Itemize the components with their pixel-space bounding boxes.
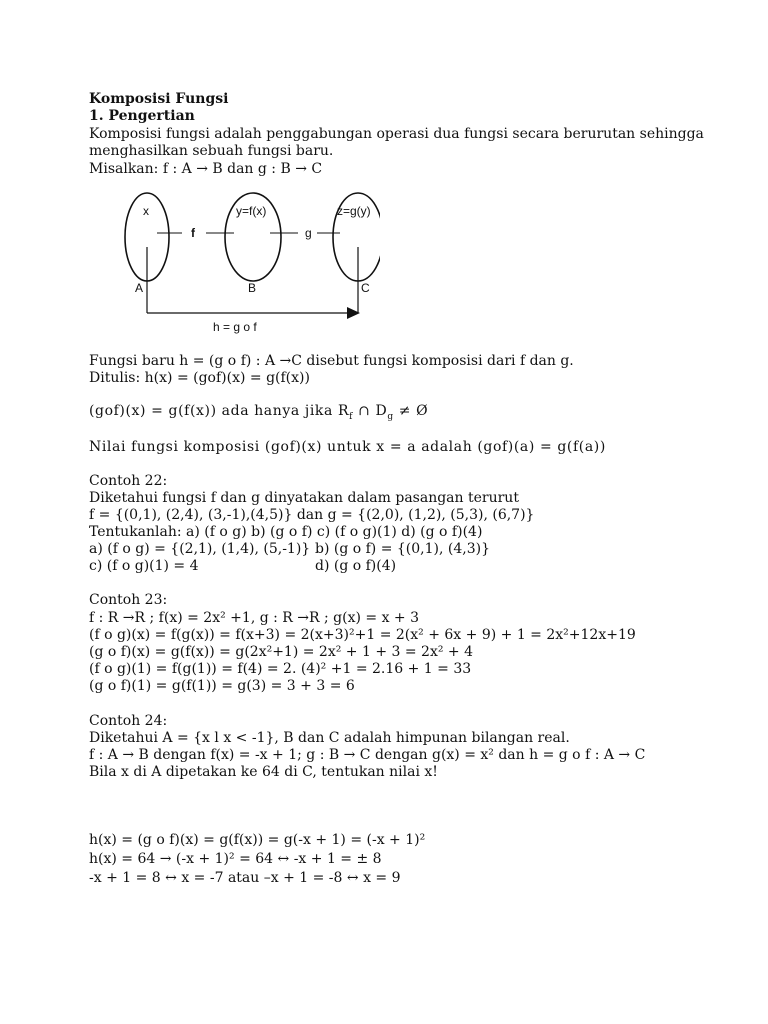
example-22-line: Tentukanlah: a) (f o g) b) (g o f) c) (f o g)(1) d) (g o f)(4) bbox=[89, 524, 483, 540]
example-22-heading: Contoh 22: bbox=[89, 473, 168, 489]
example-22-line: f = {(0,1), (2,4), (3,-1),(4,5)} dan g = {(2,0), (1,2), (5,3), (6,7)} bbox=[89, 507, 535, 523]
example-23-line: (f o g)(x) = f(g(x)) = f(x+3) = 2(x+3)²+1 = 2(x² + 6x + 9) + 1 = 2x²+12x+19 bbox=[89, 627, 636, 643]
set-c-inner-label: z=g(y) bbox=[337, 204, 371, 218]
solution-line: -x + 1 = 8 ↔ x = -7 atau –x + 1 = -8 ↔ x = 9 bbox=[89, 870, 401, 886]
set-a-inner-label: x bbox=[143, 204, 149, 218]
arrow-f-label: f bbox=[191, 226, 195, 240]
solution-line: h(x) = (g o f)(x) = g(f(x)) = g(-x + 1) = (-x + 1)² bbox=[89, 832, 426, 848]
set-a-label: A bbox=[135, 281, 144, 295]
set-b-inner-label: y=f(x) bbox=[236, 204, 267, 218]
section-heading: 1. Pengertian bbox=[89, 108, 195, 124]
set-b-label: B bbox=[248, 281, 257, 295]
example-22-answer: a) (f o g) = {(2,1), (1,4), (5,-1)} bbox=[89, 541, 311, 557]
notation-line: Ditulis: h(x) = (gof)(x) = g(f(x)) bbox=[89, 370, 310, 386]
composition-diagram bbox=[110, 185, 380, 335]
example-22-line: Diketahui fungsi f dan g dinyatakan dalam pasangan terurut bbox=[89, 490, 519, 506]
solution-line: h(x) = 64 → (-x + 1)² = 64 ↔ -x + 1 = ± 8 bbox=[89, 851, 382, 867]
example-23-line: (f o g)(1) = f(g(1)) = f(4) = 2. (4)² +1 = 2.16 + 1 = 33 bbox=[89, 661, 472, 677]
example-24-line: Diketahui A = {x l x < -1}, B dan C adalah himpunan bilangan real. bbox=[89, 730, 570, 746]
example-23-line: (g o f)(1) = g(f(1)) = g(3) = 3 + 3 = 6 bbox=[89, 678, 355, 694]
page-title: Komposisi Fungsi bbox=[89, 91, 229, 107]
definition-line: Fungsi baru h = (g o f) : A →C disebut fungsi komposisi dari f dan g. bbox=[89, 353, 574, 369]
definition-text: menghasilkan sebuah fungsi baru. bbox=[89, 143, 334, 159]
condition-line: (gof)(x) = g(f(x)) ada hanya jika $R_f$ ∩ $D_g$ ≠ Ø bbox=[89, 403, 429, 422]
arrow-g-label: g bbox=[305, 226, 312, 240]
example-22-answer: d) (g o f)(4) bbox=[315, 558, 397, 574]
misalkan-text: Misalkan: f : A → B dan g : B → C bbox=[89, 161, 323, 177]
example-22-answer: b) (g o f) = {(0,1), (4,3)} bbox=[315, 541, 490, 557]
nilai-line: Nilai fungsi komposisi (gof)(x) untuk x = a adalah (gof)(a) = g(f(a)) bbox=[89, 439, 606, 455]
definition-text: Komposisi fungsi adalah penggabungan operasi dua fungsi secara berurutan sehingga bbox=[89, 126, 704, 142]
example-23-heading: Contoh 23: bbox=[89, 592, 168, 608]
example-22-answer: c) (f o g)(1) = 4 bbox=[89, 558, 199, 574]
composite-label: h = g o f bbox=[213, 320, 257, 334]
example-23-line: (g o f)(x) = g(f(x)) = g(2x²+1) = 2x² + 1 + 3 = 2x² + 4 bbox=[89, 644, 474, 660]
example-23-line: f : R →R ; f(x) = 2x² +1, g : R →R ; g(x) = x + 3 bbox=[89, 610, 420, 626]
example-24-heading: Contoh 24: bbox=[89, 713, 168, 729]
example-24-line: Bila x di A dipetakan ke 64 di C, tentukan nilai x! bbox=[89, 764, 438, 780]
example-24-line: f : A → B dengan f(x) = -x + 1; g : B → C dengan g(x) = x² dan h = g o f : A → C bbox=[89, 747, 646, 763]
set-c-label: C bbox=[361, 281, 370, 295]
